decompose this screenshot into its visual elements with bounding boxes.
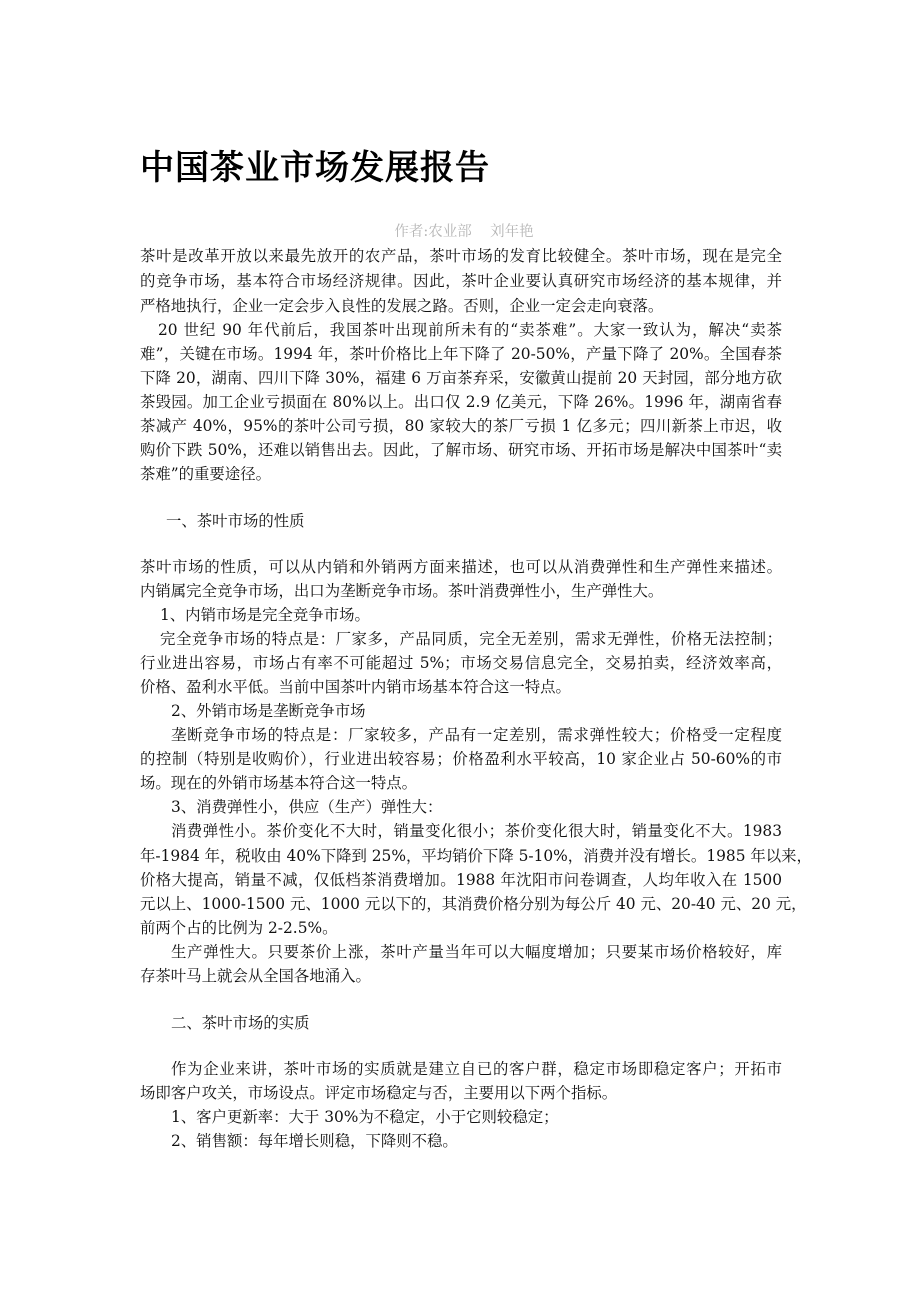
- text-line: 茶叶是改革开放以来最先放开的农产品，茶叶市场的发育比较健全。茶叶市场，现在是完全: [140, 247, 782, 265]
- text-line: 的控制（特别是收购价），行业进出较容易；价格盈利水平较高，10 家企业占 50-60%的市: [140, 750, 782, 768]
- text-line: 茶毁园。加工企业亏损面在 80%以上。出口仅 2.9 亿美元，下降 26%。1996 年，湖南省春: [140, 393, 782, 411]
- text-line: 行业进出容易，市场占有率不可能超过 5%；市场交易信息完全，交易拍卖，经济效率高，: [140, 654, 782, 672]
- text-line: 内销属完全竞争市场，出口为垄断竞争市场。茶叶消费弹性小，生产弹性大。: [140, 582, 664, 600]
- text-line: 垄断竞争市场的特点是：厂家较多，产品有一定差别，需求弹性较大；价格受一定程度: [171, 726, 782, 744]
- text-line: 2、外销市场是垄断竞争市场: [171, 702, 366, 720]
- text-line: 一、茶叶市场的性质: [166, 512, 305, 530]
- text-line: 存茶叶马上就会从全国各地涌入。: [140, 967, 371, 985]
- text-line: 价格、盈利水平低。当前中国茶叶内销市场基本符合这一特点。: [140, 678, 571, 696]
- document-title: 中国茶业市场发展报告: [140, 148, 490, 188]
- text-line: 茶减产 40%，95%的茶叶公司亏损，80 家较大的茶厂亏损 1 亿多元；四川新茶上市迟，收: [140, 417, 782, 435]
- text-line: 茶难”的重要途径。: [140, 465, 271, 483]
- text-line: 3、消费弹性小，供应（生产）弹性大：: [171, 798, 443, 816]
- text-line: 购价下跌 50%，还难以销售出去。因此，了解市场、研究市场、开拓市场是解决中国茶叶“卖: [140, 441, 782, 459]
- text-line: 作为企业来讲，茶叶市场的实质就是建立自已的客户群，稳定市场即稳定客户；开拓市: [171, 1060, 782, 1078]
- text-line: 二、茶叶市场的实质: [171, 1014, 310, 1032]
- text-line: 2、销售额：每年增长则稳，下降则不稳。: [171, 1132, 458, 1150]
- text-line: 年-1984 年，税收由 40%下降到 25%，平均销价下降 5-10%，消费并没有增长。1985 年以来，: [140, 847, 812, 865]
- author-line: 作者:农业部 刘年艳: [394, 224, 534, 240]
- text-line: 的竞争市场，基本符合市场经济规律。因此，茶叶企业要认真研究市场经济的基本规律，并: [140, 272, 782, 290]
- text-line: 场即客户攻关，市场设点。评定市场稳定与否，主要用以下两个指标。: [140, 1084, 618, 1102]
- text-line: 下降 20，湖南、四川下降 30%，福建 6 万亩茶弃采，安徽黄山提前 20 天封园，部分地方砍: [140, 369, 782, 387]
- text-line: 茶叶市场的性质，可以从内销和外销两方面来描述，也可以从消费弹性和生产弹性来描述。: [140, 558, 782, 576]
- text-line: 20 世纪 90 年代前后，我国茶叶出现前所未有的“卖茶难”。大家一致认为，解决“卖茶: [158, 321, 782, 339]
- text-line: 1、客户更新率：大于 30%为不稳定，小于它则较稳定；: [171, 1108, 559, 1126]
- text-line: 严格地执行，企业一定会步入良性的发展之路。否则，企业一定会走向衰落。: [140, 297, 664, 315]
- text-line: 前两个占的比例为 2-2.5%。: [140, 919, 338, 937]
- text-line: 生产弹性大。只要茶价上涨，茶叶产量当年可以大幅度增加；只要某市场价格较好，库: [171, 943, 782, 961]
- text-line: 完全竞争市场的特点是：厂家多，产品同质，完全无差别，需求无弹性，价格无法控制；: [160, 630, 782, 648]
- text-line: 消费弹性小。茶价变化不大时，销量变化很小；茶价变化很大时，销量变化不大。1983: [171, 822, 782, 840]
- text-line: 1、内销市场是完全竞争市场。: [160, 606, 370, 624]
- text-line: 场。现在的外销市场基本符合这一特点。: [140, 774, 418, 792]
- text-line: 元以上、1000-1500 元、1000 元以下的，其消费价格分别为每公斤 40 元、20-40 元、20 元，: [140, 895, 807, 913]
- text-line: 价格大提高，销量不减，仅低档茶消费增加。1988 年沈阳市问卷调查，人均年收入在 1500: [140, 871, 782, 889]
- text-line: 难”，关键在市场。1994 年，茶叶价格比上年下降了 20-50%，产量下降了 20%。全国春茶: [140, 345, 782, 363]
